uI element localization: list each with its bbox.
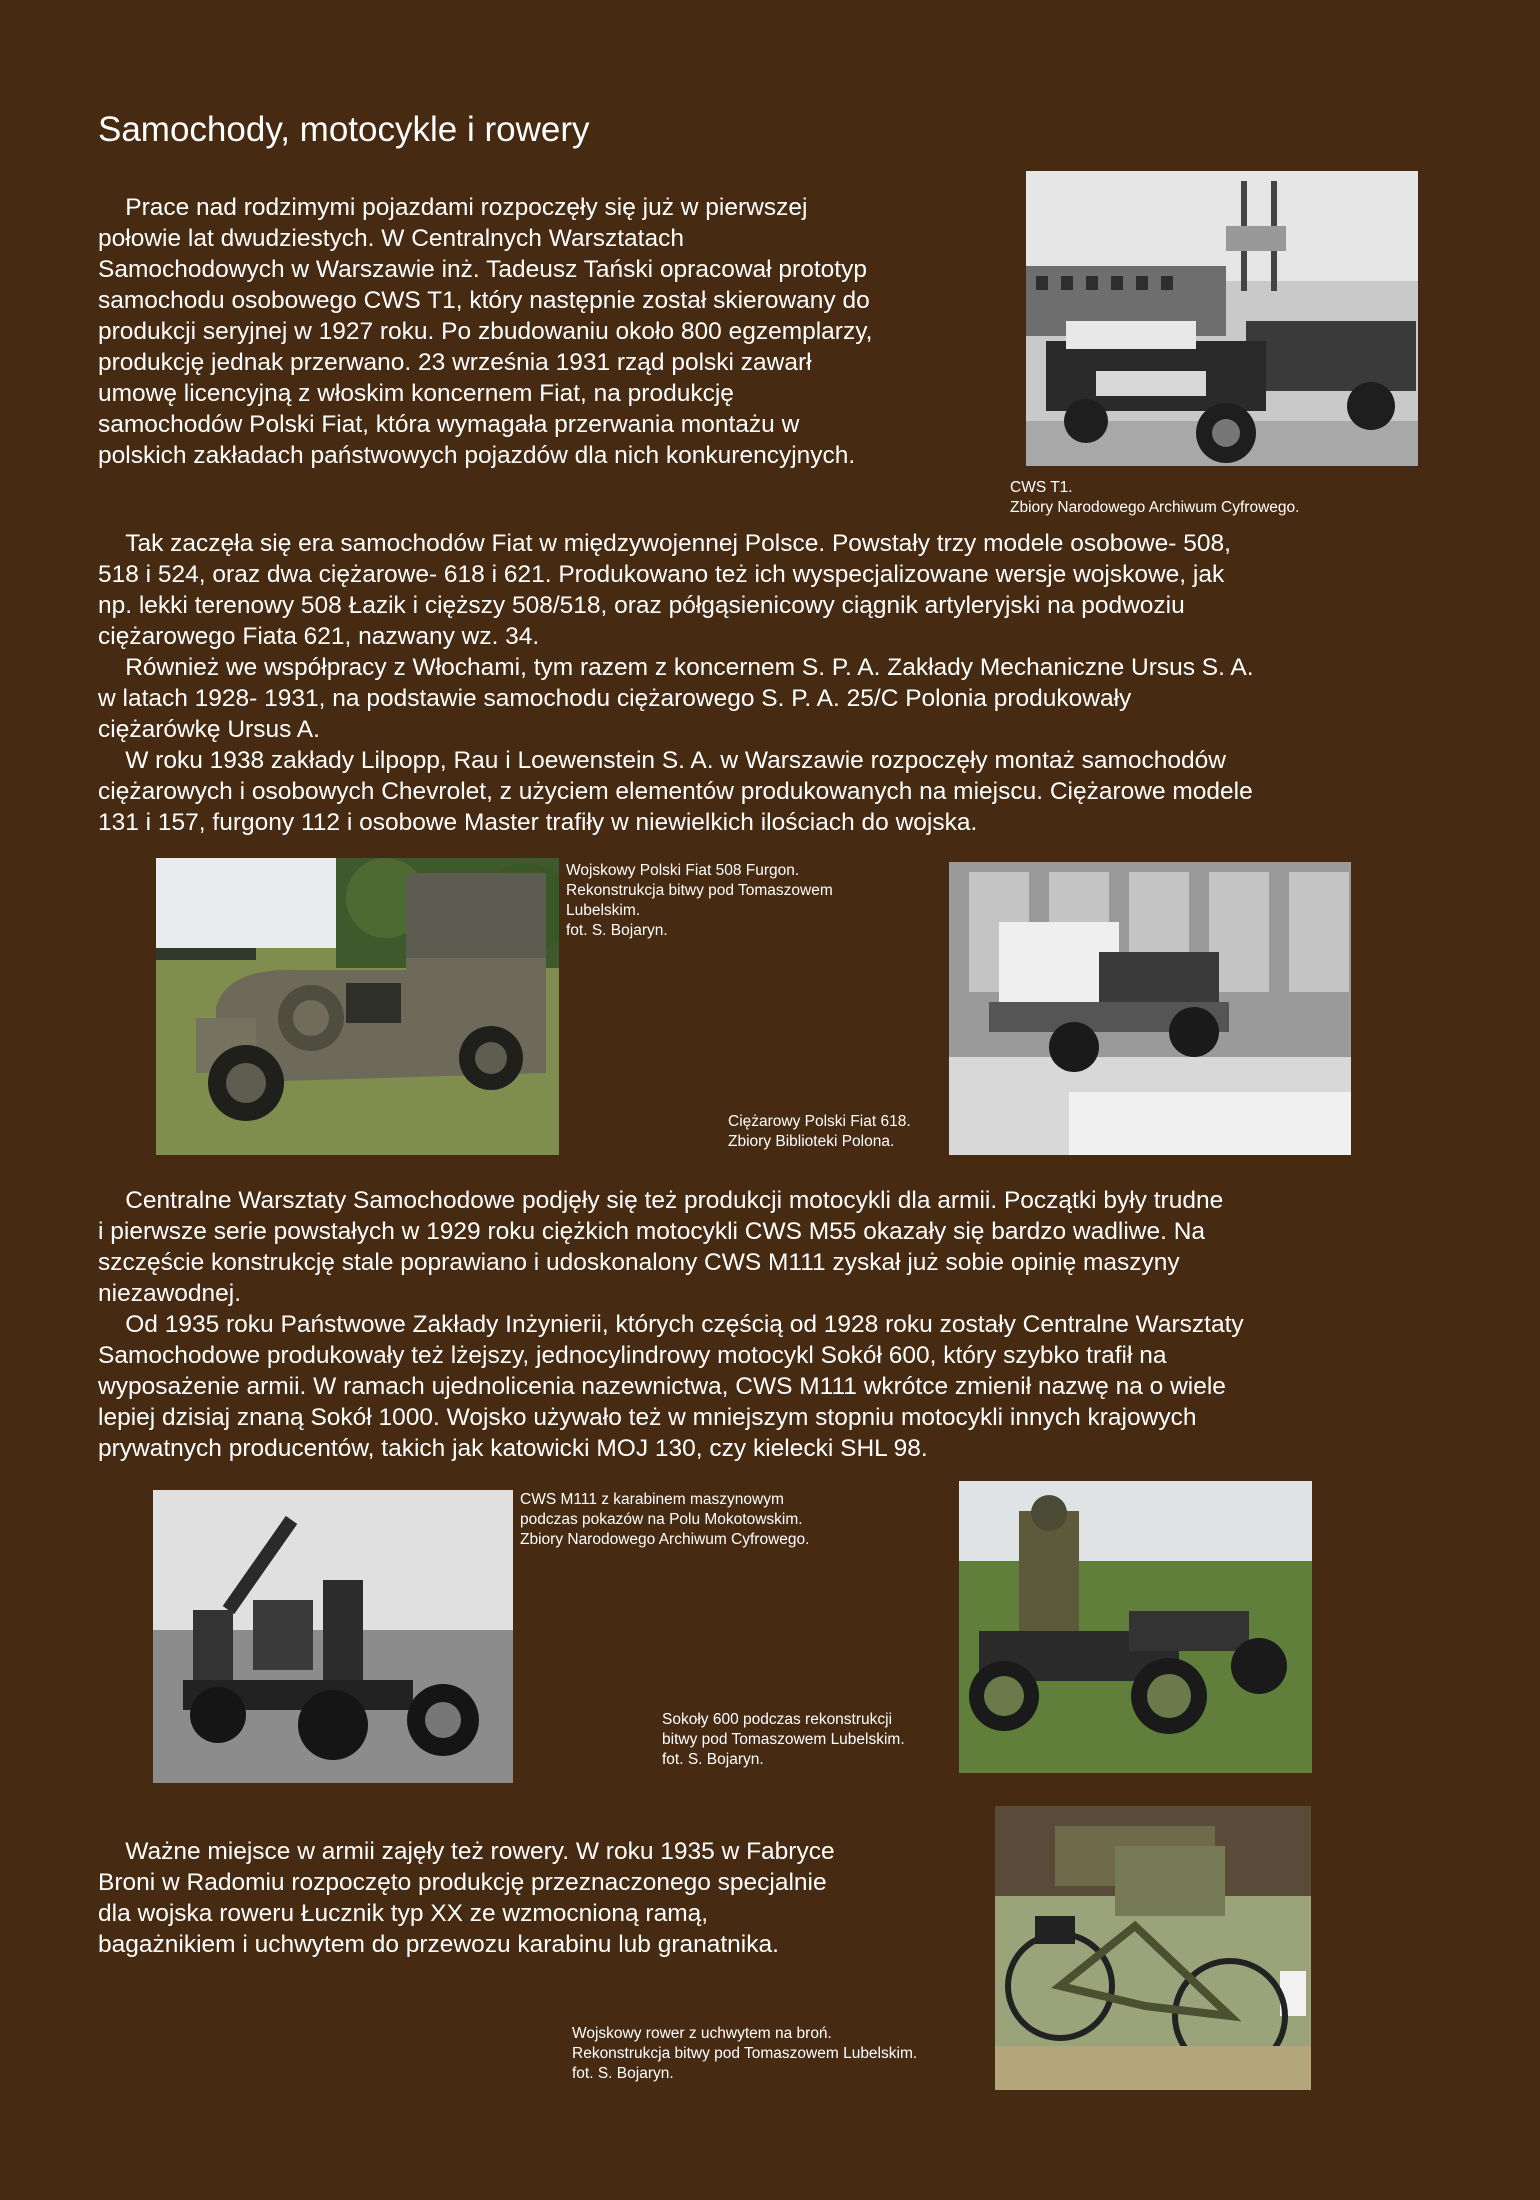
text-line: Od 1935 roku Państwowe Zakłady Inżynierii, których częścią od 1928 roku zostały Centralne Warsztaty (98, 1311, 1244, 1338)
text-line: samochodu osobowego CWS T1, który następnie został skierowany do (98, 287, 870, 314)
text-line: W roku 1938 zakłady Lilpopp, Rau i Loewenstein S. A. w Warszawie rozpoczęły montaż samochodów (98, 747, 1226, 774)
text-line: Sokoły 600 podczas rekonstrukcji (662, 1711, 893, 1728)
text-line: dla wojska roweru Łucznik typ XX ze wzmocnioną ramą, (98, 1900, 709, 1927)
text-line: np. lekki terenowy 508 Łazik i cięższy 508/518, oraz półgąsienicowy ciągnik artyleryjski na podwoziu (98, 592, 1185, 619)
bicycle-caption (572, 2024, 917, 2084)
text-line: Wojskowy rower z uchwytem na broń. (572, 2025, 832, 2042)
text-line: Tak zaczęła się era samochodów Fiat w międzywojennej Polsce. Powstały trzy modele osobowe- 508, (98, 530, 1231, 557)
fiat-paragraph (98, 528, 1254, 838)
fiat-508-caption (566, 861, 833, 941)
bicycle-photo (995, 1806, 1311, 2090)
text-line: Prace nad rodzimymi pojazdami rozpoczęły się już w pierwszej (98, 194, 808, 221)
text-line: fot. S. Bojaryn. (566, 922, 668, 939)
text-line: Rekonstrukcja bitwy pod Tomaszowem Lubelskim. (572, 2045, 918, 2062)
text-line: Samochodowych w Warszawie inż. Tadeusz Tański opracował prototyp (98, 256, 867, 283)
bicycle-paragraph (98, 1836, 835, 1960)
text-line: umowę licencyjną z włoskim koncernem Fiat, na produkcję (98, 380, 734, 407)
text-line: ciężarówkę Ursus A. (98, 716, 320, 743)
text-line: lepiej dzisiaj znaną Sokół 1000. Wojsko używało też w mniejszym stopniu motocykli innych krajowych (98, 1404, 1197, 1431)
text-line: w latach 1928- 1931, na podstawie samochodu ciężarowego S. P. A. 25/C Polonia produkowały (98, 685, 1132, 712)
text-line: bitwy pod Tomaszowem Lubelskim. (662, 1731, 905, 1748)
text-line: ciężarowych i osobowych Chevrolet, z użyciem elementów produkowanych na miejscu. Ciężarowe modele (98, 778, 1253, 805)
cws-m111-caption (520, 1490, 809, 1550)
text-line: szczęście konstrukcję stale poprawiano i udoskonalony CWS M111 zyskał już sobie opinię maszyny (98, 1249, 1180, 1276)
text-line: i pierwsze serie powstałych w 1929 roku ciężkich motocykli CWS M55 okazały się bardzo wadliwe. Na (98, 1218, 1206, 1245)
text-line: bagażnikiem i uchwytem do przewozu karabinu lub granatnika. (98, 1931, 779, 1958)
text-line: fot. S. Bojaryn. (662, 1751, 764, 1768)
text-line: połowie lat dwudziestych. W Centralnych Warsztatach (98, 225, 684, 252)
text-line: prywatnych producentów, takich jak katowicki MOJ 130, czy kielecki SHL 98. (98, 1435, 928, 1462)
fiat-618-photo (949, 862, 1351, 1155)
text-line: Ciężarowy Polski Fiat 618. (728, 1113, 911, 1130)
text-line: podczas pokazów na Polu Mokotowskim. (520, 1511, 803, 1528)
text-line: CWS T1. (1010, 479, 1073, 496)
text-line: Ważne miejsce w armii zajęły też rowery. W roku 1935 w Fabryce (98, 1838, 835, 1865)
text-line: samochodów Polski Fiat, która wymagała przerwania montażu w (98, 411, 800, 438)
text-line: fot. S. Bojaryn. (572, 2065, 674, 2082)
text-line: polskich zakładach państwowych pojazdów dla nich konkurencyjnych. (98, 442, 856, 469)
fiat-508-photo (156, 858, 559, 1155)
text-line: produkcji seryjnej w 1927 roku. Po zbudowaniu około 800 egzemplarzy, (98, 318, 873, 345)
text-line: Samochodowe produkowały też lżejszy, jednocylindrowy motocykl Sokół 600, który szybko trafił na (98, 1342, 1167, 1369)
text-line: Lubelskim. (566, 902, 641, 919)
fiat-618-caption (728, 1112, 911, 1152)
text-line: ciężarowego Fiata 621, nazwany wz. 34. (98, 623, 540, 650)
text-line: 518 i 524, oraz dwa ciężarowe- 618 i 621. Produkowano też ich wyspecjalizowane wersje wojskowe, jak (98, 561, 1225, 588)
text-line: wyposażenie armii. W ramach ujednolicenia nazewnictwa, CWS M111 wkrótce zmienił nazwę na o wiele (98, 1373, 1226, 1400)
text-line: Zbiory Biblioteki Polona. (728, 1133, 895, 1150)
text-line: Centralne Warsztaty Samochodowe podjęły się też produkcji motocykli dla armii. Początki były trudne (98, 1187, 1224, 1214)
text-line: Wojskowy Polski Fiat 508 Furgon. (566, 862, 800, 879)
text-line: Również we współpracy z Włochami, tym razem z koncernem S. P. A. Zakłady Mechaniczne Ursus S. A. (98, 654, 1254, 681)
cws-t1-caption (1010, 478, 1299, 518)
text-line: niezawodnej. (98, 1280, 242, 1307)
motorcycles-paragraph (98, 1185, 1244, 1464)
intro-paragraph (98, 192, 872, 471)
page-title: Samochody, motocykle i rowery (98, 110, 590, 149)
text-line: Zbiory Narodowego Archiwum Cyfrowego. (520, 1531, 810, 1548)
cws-m111-photo (153, 1490, 513, 1783)
text-line: Broni w Radomiu rozpoczęto produkcję przeznaczonego specjalnie (98, 1869, 827, 1896)
cws-t1-photo (1026, 171, 1418, 466)
text-line: produkcję jednak przerwano. 23 września 1931 rząd polski zawarł (98, 349, 812, 376)
text-line: CWS M111 z karabinem maszynowym (520, 1491, 784, 1508)
sokol-600-caption (662, 1710, 905, 1770)
text-line: 131 i 157, furgony 112 i osobowe Master trafiły w niewielkich ilościach do wojska. (98, 809, 978, 836)
sokol-600-photo (959, 1481, 1312, 1773)
text-line: Rekonstrukcja bitwy pod Tomaszowem (566, 882, 833, 899)
text-line: Zbiory Narodowego Archiwum Cyfrowego. (1010, 499, 1300, 516)
